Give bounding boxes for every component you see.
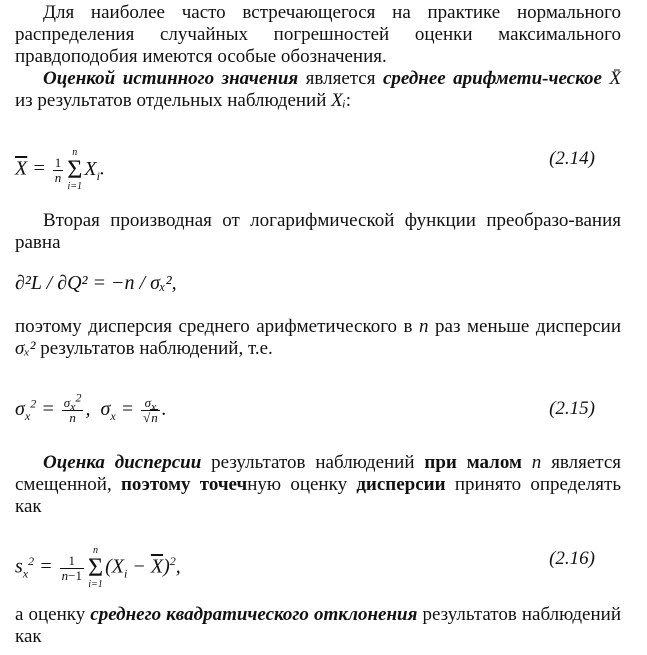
equation-2-15 xyxy=(15,384,621,432)
equation-2-14 xyxy=(15,138,621,192)
paragraph-variance-of-mean: поэтому дисперсия среднего арифметического в n раз меньше дисперсии σₓ² результатов наблюдений, т.е. xyxy=(15,316,621,359)
symbol-x-bar: X̄ xyxy=(609,68,622,89)
equation-number-2-16: (2.16) xyxy=(549,548,595,569)
symbol-x-i: Xᵢ xyxy=(331,90,346,111)
equation-number-2-15: (2.15) xyxy=(549,398,595,419)
equation-2-15-body: $\sigma_x^2$ = $\frac{\sigma_x^2}{n}$ , $\sigma_x$ = $\frac{\sigma_x}{√n}$ . xyxy=(15,390,167,425)
term-arithmetic-mean: среднее арифмети-ческое xyxy=(382,68,602,89)
term-std-deviation: среднего квадратического отклонения xyxy=(90,604,418,625)
paragraph-second-derivative: Вторая производная от логарифмической функции преобразо-вания равна xyxy=(15,210,621,253)
equation-2-14-body: $\overline{X}$ = $\frac{1}{n}$ n Σ i=1 $X_i$. xyxy=(15,147,105,192)
paragraph-mean-definition: Оценкой истинного значения является среднее арифмети-ческое X̄ из результатов отдельных наблюдений Xᵢ: xyxy=(15,68,622,111)
paragraph-intro: Для наиболее часто встречающегося на практике нормального распределения случайных погрешностей оценки максимального правдоподобия имеются особые обозначения. xyxy=(15,2,621,67)
paragraph-variance-estimate: Оценка дисперсии результатов наблюдений при малом n является смещенной, поэтому точечную оценку дисперсии принято определять как xyxy=(15,452,622,517)
paragraph-std-deviation: а оценку среднего квадратического отклонения результатов наблюдений как xyxy=(15,604,621,647)
term-variance-estimate: Оценка дисперсии xyxy=(43,452,202,473)
equation-2-16-body: $s_x^2$ = $\frac{1}{n-1}$ n Σ i=1 $(X_i - \overline{X})^2$, xyxy=(15,545,181,590)
equation-2-16 xyxy=(15,536,621,590)
symbol-sigma-x-squared: σₓ² xyxy=(15,338,36,359)
equation-number-2-14: (2.14) xyxy=(549,148,595,169)
term-true-value-estimate: Оценкой истинного значения xyxy=(43,68,299,89)
equation-second-derivative: ∂²L / ∂Q² = −n / σₓ², xyxy=(15,272,177,294)
